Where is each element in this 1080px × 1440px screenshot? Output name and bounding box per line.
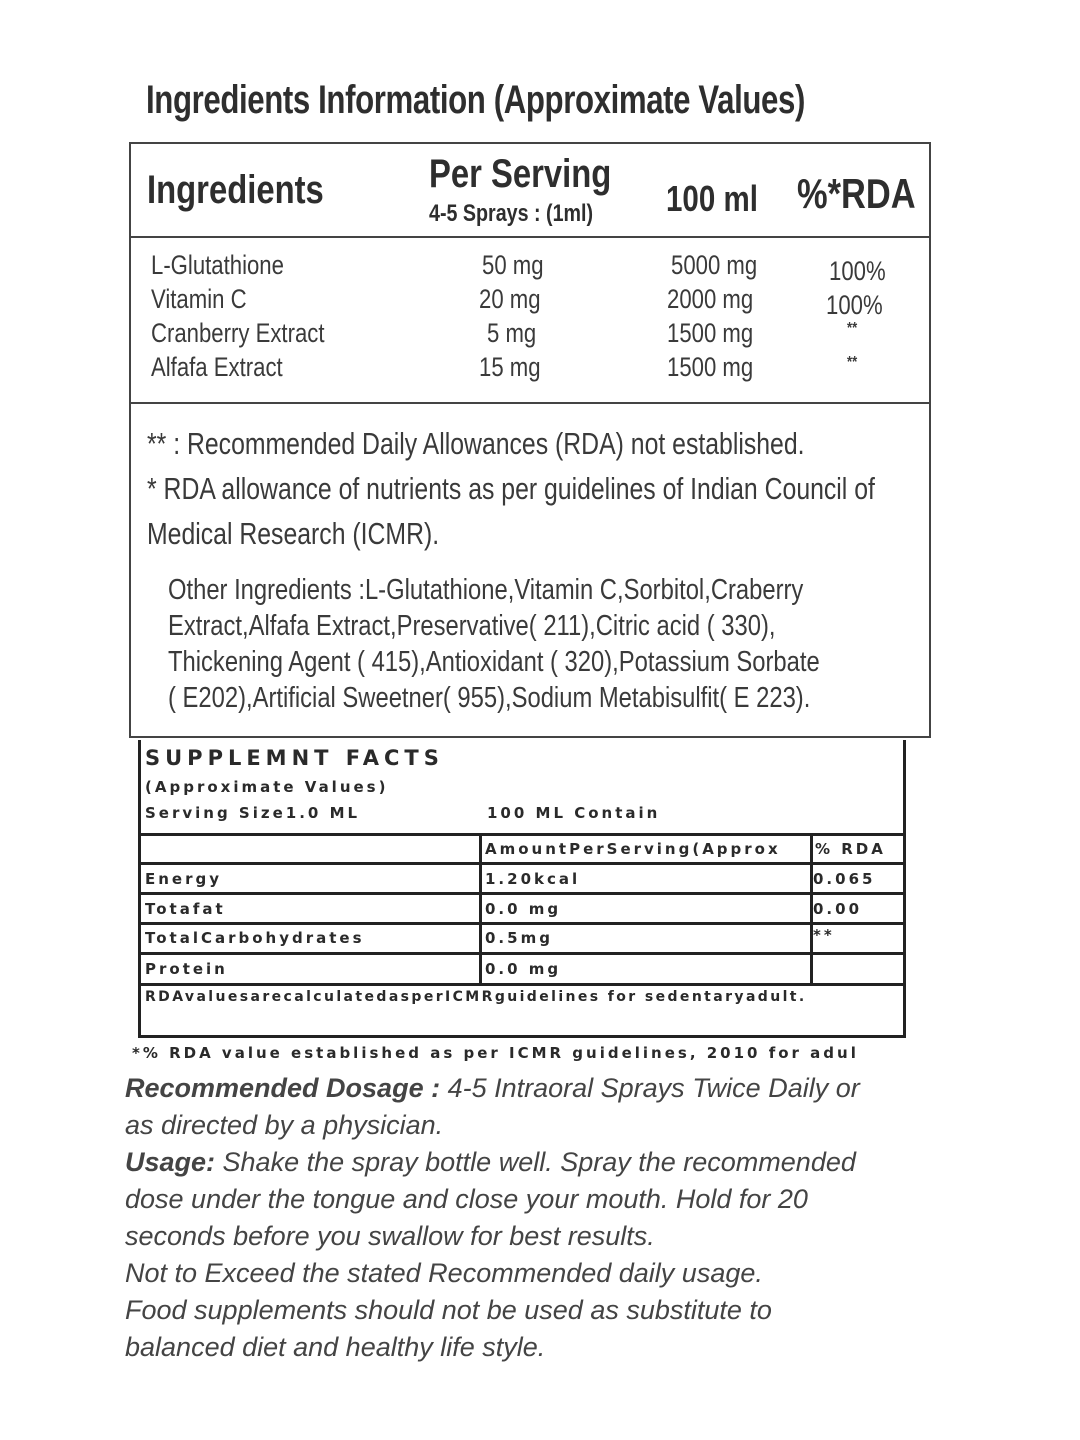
- ingredient-per100: 5000 mg: [671, 250, 758, 280]
- ingredients-table: [129, 142, 931, 738]
- row-divider: [141, 892, 903, 895]
- row-divider: [141, 922, 903, 925]
- nutrient-amount: 0.5mg: [485, 929, 553, 947]
- nutrient-amount: 0.0 mg: [485, 960, 562, 978]
- nutrient-name: TotalCarbohydrates: [145, 929, 365, 947]
- ingredient-serving: 50 mg: [482, 250, 544, 280]
- ingredient-serving: 15 mg: [479, 352, 541, 382]
- header-per-serving: Per Serving: [429, 152, 612, 196]
- nutrient-name: Energy: [145, 870, 223, 888]
- other-ingredients-line: Other Ingredients :L-Glutathione,Vitamin C,Sorbitol,Craberry: [168, 574, 804, 606]
- ingredients-table-header: [131, 144, 929, 238]
- ingredient-rda: 100%: [829, 256, 886, 286]
- nutrient-amount: 0.0 mg: [485, 900, 562, 918]
- row-divider: [141, 983, 903, 986]
- header-ingredients: Ingredients: [147, 168, 324, 212]
- rda-footnote: *% RDA value established as per ICMR guidelines, 2010 for adul: [132, 1044, 859, 1062]
- column-header-amount: AmountPerServing(Approx: [485, 840, 781, 858]
- serving-size: Serving Size1.0 ML: [145, 804, 361, 822]
- supplement-facts-subtitle: (Approximate Values): [145, 778, 389, 796]
- header-per-serving-sub: 4-5 Sprays : (1ml): [429, 200, 594, 227]
- nutrient-amount: 1.20kcal: [485, 870, 581, 888]
- warning-line: Not to Exceed the stated Recommended daily usage.: [125, 1258, 763, 1288]
- ingredient-name: L-Glutathione: [151, 250, 284, 280]
- supplement-facts-title: SUPPLEMNT FACTS: [145, 746, 444, 770]
- ingredient-per100: 1500 mg: [667, 352, 754, 382]
- recommended-dosage-label: Recommended Dosage :: [125, 1073, 441, 1103]
- usage-line: seconds before you swallow for best results.: [125, 1221, 655, 1251]
- page-title: Ingredients Information (Approximate Values): [146, 78, 805, 122]
- header-100ml: 100 ml: [666, 178, 758, 219]
- usage-line: dose under the tongue and close your mouth. Hold for 20: [125, 1184, 808, 1214]
- nutrient-name: Totafat: [145, 900, 226, 918]
- ingredient-name: Vitamin C: [151, 284, 247, 314]
- nutrient-rda: 0.00: [813, 900, 863, 918]
- column-divider: [479, 833, 482, 985]
- usage-text: Shake the spray bottle well. Spray the recommended: [215, 1147, 856, 1177]
- ingredient-per100: 2000 mg: [667, 284, 754, 314]
- row-divider: [141, 833, 903, 836]
- rda-note-3: Medical Research (ICMR).: [147, 516, 440, 551]
- ingredient-serving: 5 mg: [487, 318, 537, 348]
- ingredient-name: Alfafa Extract: [151, 352, 283, 382]
- contain-label: 100 ML Contain: [487, 804, 661, 822]
- other-ingredients-line: Extract,Alfafa Extract,Preservative( 211),Citric acid ( 330),: [168, 610, 776, 642]
- header-rda: %*RDA: [797, 170, 916, 217]
- other-ingredients-line: Thickening Agent ( 415),Antioxidant ( 320),Potassium Sorbate: [168, 646, 820, 678]
- warning-line: Food supplements should not be used as substitute to: [125, 1295, 772, 1325]
- nutrient-rda: **: [813, 926, 835, 944]
- recommended-dosage-line: as directed by a physician.: [125, 1110, 444, 1140]
- ingredient-rda: 100%: [826, 290, 883, 320]
- ingredient-per100: 1500 mg: [667, 318, 754, 348]
- ingredient-rda: **: [847, 354, 858, 371]
- recommended-dosage-line: [125, 1073, 860, 1104]
- nutrient-rda: 0.065: [813, 870, 876, 888]
- row-divider: [141, 862, 903, 865]
- supplement-facts-table: [138, 740, 906, 1038]
- other-ingredients-line: ( E202),Artificial Sweetner( 955),Sodium Metabisulfit( E 223).: [168, 682, 811, 714]
- ingredient-name: Cranberry Extract: [151, 318, 325, 348]
- row-divider: [141, 952, 903, 955]
- ingredient-rda: **: [847, 320, 858, 337]
- warning-line: balanced diet and healthy life style.: [125, 1332, 546, 1362]
- ingredients-table-body: [131, 236, 929, 404]
- rda-note-1: ** : Recommended Daily Allowances (RDA) not established.: [147, 426, 805, 461]
- recommended-dosage-text: 4-5 Intraoral Sprays Twice Daily or: [440, 1073, 860, 1103]
- column-header-rda: % RDA: [815, 840, 886, 858]
- usage-label: Usage:: [125, 1147, 216, 1177]
- ingredient-serving: 20 mg: [479, 284, 541, 314]
- nutrient-name: Protein: [145, 960, 228, 978]
- rda-note-2: * RDA allowance of nutrients as per guidelines of Indian Council of: [147, 471, 875, 506]
- usage-line: [125, 1147, 856, 1178]
- supplement-facts-note: RDAvaluesarecalculatedasperICMRguidelines for sedentaryadult.: [145, 989, 807, 1005]
